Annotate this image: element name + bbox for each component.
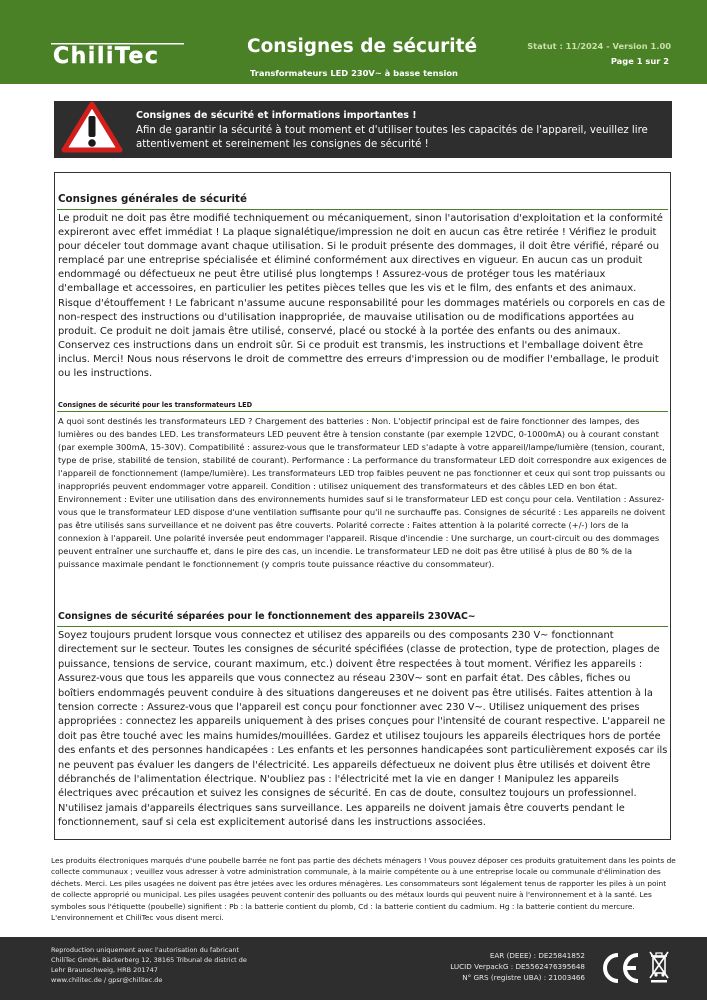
warning-title: Consignes de sécurité et informations importantes ! [136, 110, 417, 121]
chilitec-logo [51, 42, 184, 68]
footer-bar [0, 937, 707, 1000]
footer-line: EAR (DEEE) : DE25841852 [489, 951, 585, 960]
svg-text:ChiliTec: ChiliTec [53, 44, 160, 68]
page-number: Page 1 sur 2 [610, 56, 669, 66]
footer-line: LUCID VerpackG : DE5562476395648 [450, 962, 585, 972]
version-status: Statut : 11/2024 - Version 1.00 [527, 41, 671, 51]
section-divider [57, 626, 668, 627]
footer-line: Lehr Braunschweig, HRB 201747 [51, 966, 158, 974]
warning-triangle-icon [61, 101, 123, 153]
footer-line: ChiliTec GmbH, Bäckerberg 12, 38165 Tribunal de district de [51, 956, 247, 964]
section-heading-230v: Consignes de sécurité séparées pour le fonctionnement des appareils 230VAC~ [58, 611, 476, 622]
section-divider [57, 209, 668, 210]
section-heading-general: Consignes générales de sécurité [58, 193, 247, 205]
section-body-230v: Soyez toujours prudent lorsque vous connectez et utilisez des appareils ou des composants 230 V~ fonctionnant directement sur le secteur. Toutes les consignes de sécurité spécifiées (classe de protection, type de protection, plages de puissance, tensions de service, courant maximum, etc.) doivent être respectées à tout moment. Vérifiez les appareils : Assurez-vous que tous les appareils que vous connectez au réseau 230V~ sont en parfait état. Des câbles, fiches ou boîtiers endommagés peuvent conduire à des situations dangereuses et ne doivent pas être utilisés. Faites attention à la tension correcte : Assurez-vous que l'appareil est conçu pour fonctionner avec 230 V~. Utilisez uniquement des prises appropriées : connectez les appareils uniquement à des prises conçues pour l'intensité de courant respective. L'appareil ne doit pas être touché avec les mains humides/mouillées. Gardez et utilisez toujours les appareils électriques hors de portée des enfants et des personnes handicapées : Les enfants et les personnes handicapées sont particulièrement exposés car ils ne peuvent pas évaluer les dangers de l'électricité. Les appareils défectueux ne doivent plus être utilisés et doivent être débranchés de l'alimentation électrique. N'oubliez pas : l'électricité met la vie en danger ! Manipulez les appareils électriques avec précaution et suivez les consignes de sécurité. En cas de doute, consultez toujours un professionnel. N'utilisez jamais d'appareils électriques sans surveillance. Les appareils ne doivent jamais être couverts pendant le fonctionnement, sauf si cela est explicitement autorisé dans les instructions associées. [58, 630, 668, 829]
section-divider [57, 411, 668, 412]
warning-text: Afin de garantir la sécurité à tout moment et d'utiliser toutes les capacités de l'appareil, veuillez lire attentivement et sereinement les consignes de sécurité ! [136, 125, 648, 150]
footer-line: www.chilitec.de / gpsr@chilitec.de [51, 976, 163, 984]
section-body-general: Le produit ne doit pas être modifié techniquement ou mécaniquement, sinon l'autorisation d'exploitation et la conformité expireront avec effet immédiat ! La plaque signalétique/impression ne doit en aucun cas être retirée ! Vérifiez le produit pour déceler tout dommage avant chaque utilisation. Si le produit présente des dommages, il doit être vérifié, réparé ou remplacé par une entreprise spécialisée et éliminé conformément aux directives en vigueur. En aucun cas un produit endommagé ou défectueux ne peut être utilisé plus longtemps ! Assurez-vous de protéger tous les matériaux d'emballage et accessoires, en particulier les petites pièces telles que les vis et le film, des enfants et des animaux. Risque d'étouffement ! Le fabricant n'assume aucune responsabilité pour les dommages matériels ou corporels en cas de non-respect des instructions ou d'utilisation inappropriée, de mauvaise utilisation ou de modifications apportées au produit. Ce produit ne doit jamais être utilisé, conservé, placé ou stocké à la portée des enfants ou des animaux. Conservez ces instructions dans un endroit sûr. Si ce produit est transmis, les instructions et l'emballage doivent être inclus. Merci! Nous nous réservons le droit de commettre des erreurs d'impression ou de modifier l'emballage, le produit ou les instructions. [58, 213, 666, 380]
ce-mark-icon [600, 951, 642, 985]
crossed-bin-icon [648, 949, 670, 983]
footer-company-info [51, 945, 247, 985]
footer-line: N° GRS (registre UBA) : 21003466 [462, 973, 585, 983]
footer-registrations [450, 950, 585, 984]
warning-banner [54, 101, 672, 158]
document-subtitle: Transformateurs LED 230V~ à basse tension [250, 68, 458, 78]
footer-line: Reproduction uniquement avec l'autorisation du fabricant [51, 946, 240, 954]
section-body-led: A quoi sont destinés les transformateurs LED ? Chargement des batteries : Non. L'objectif principal est de faire fonctionner des lampes, des lumières ou des bandes LED. Les transformateurs LED peuvent être à tension constante (par exemple 12VDC, 0-1000mA) ou à courant constant (par exemple 300mA, 15-30V). Compatibilité : assurez-vous que le transformateur LED s'adapte à votre appareil/lampe/lumière (tension, courant, type de prise, stabilité de tension, stabilité de courant). Performance : La performance du transformateur LED doit correspondre aux exigences de l'appareil de fonctionnement (lampe/lumière). Les transformateurs LED trop faibles peuvent ne pas fonctionner et ceux qui sont trop puissants ou inappropriés peuvent endommager votre appareil. Condition : utilisez uniquement des transformateurs et des câbles LED en bon état. Environnement : Eviter une utilisation dans des environnements humides sauf si le transformateur LED est conçu pour cela. Ventilation : Assurez-vous que le transformateur LED dispose d'une ventilation suffisante pour qu'il ne surchauffe pas. Consignes de sécurité : Les appareils ne doivent pas être utilisés sans surveillance et ne doivent pas être couverts. Polarité correcte : Faites attention à la polarité correcte (+/-) lors de la connexion à l'appareil. Une polarité inversée peut endommager l'appareil. Risque d'incendie : Une surcharge, un court-circuit ou des dommages peuvent entraîner une surchauffe et, dans le pire des cas, un incendie. Le transformateur LED ne doit pas être utilisé à plus de 80 % de la puissance maximale pendant le fonctionnement (y compris toute puissance réactive du consommateur). [58, 416, 667, 569]
section-heading-led: Consignes de sécurité pour les transformateurs LED [58, 401, 253, 409]
disposal-note: Les produits électroniques marqués d'une poubelle barrée ne font pas partie des déchets ménagers ! Vous pouvez déposer ces produits gratuitement dans les points de collecte communaux ; veuillez vous adresser à votre administration communale, à la mairie compétente ou à une entreprise locale ou communale d'élimination des déchets. Merci. Les piles usagées ne doivent pas être jetées avec les ordures ménagères. Les consommateurs sont légalement tenus de rapporter les piles à un point de collecte approprié ou municipal. Les piles usagées peuvent contenir des polluants ou des métaux lourds qui peuvent nuire à l'environnement et à la santé. Les symboles sous l'étiquette (poubelle) signifient : Pb : la batterie contient du plomb, Cd : la batterie contient du cadmium. Hg : la batterie contient du mercure. L'environnement et ChiliTec vous disent merci. [51, 856, 676, 923]
logo-mark [51, 42, 184, 68]
document-title: Consignes de sécurité [247, 36, 478, 57]
header-bar [0, 0, 707, 84]
